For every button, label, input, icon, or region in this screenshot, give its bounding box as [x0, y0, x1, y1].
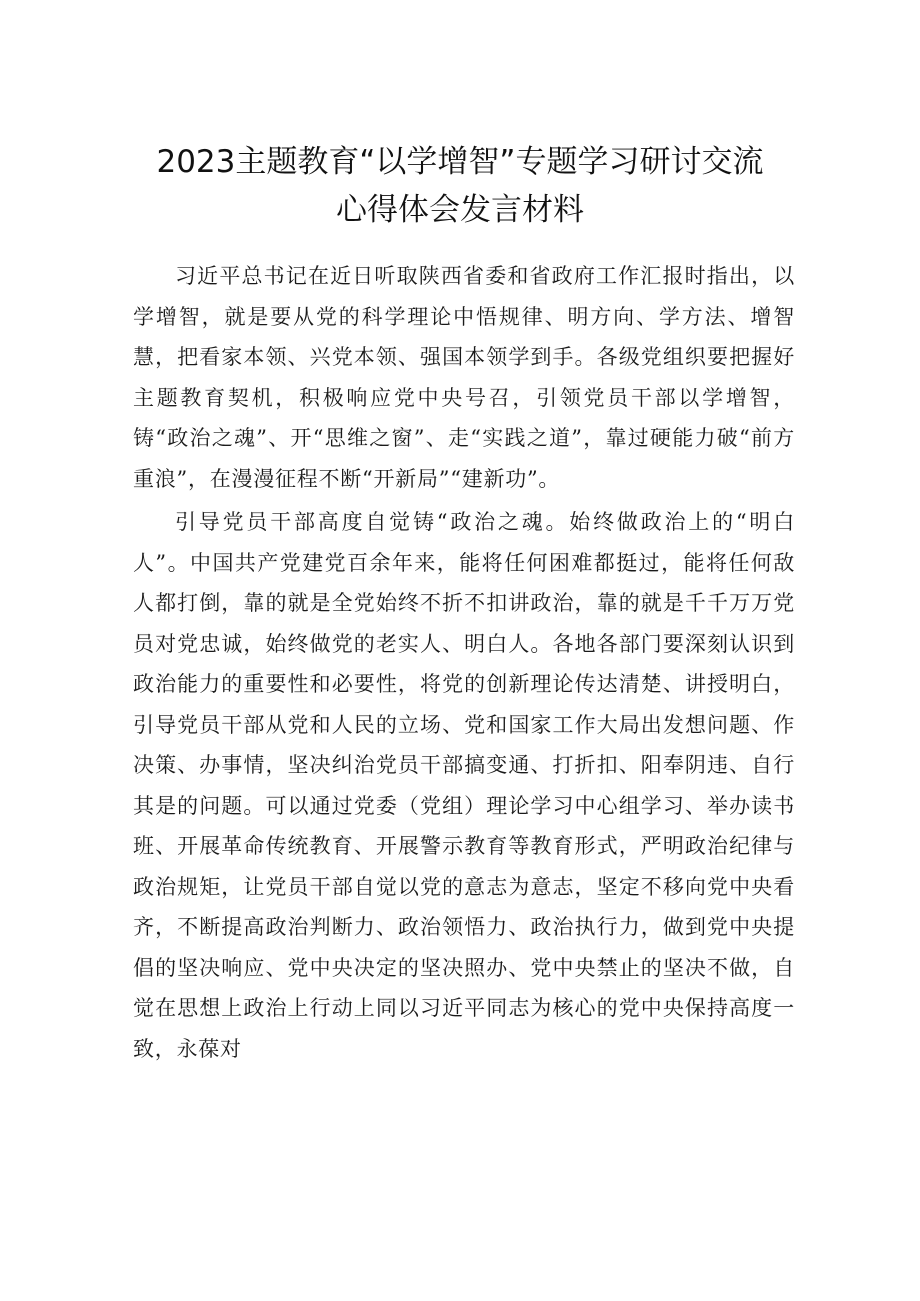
paragraph: 习近平总书记在近日听取陕西省委和省政府工作汇报时指出，以学增智，就是要从党的科学理论中悟规律、明方向、学方法、增智慧，把看家本领、兴党本领、强国本领学到手。各级党组织要把握好主题教育契机，积极响应党中央号召，引领党员干部以学增智，铸“政治之魂”、开“思维之窗”、走“实践之道”，靠过硬能力破“前方重浪”，在漫漫征程不断“开新局”“建新功”。 [133, 264, 795, 491]
document-title [100, 138, 820, 234]
title-line-1: 2023主题教育“以学增智”专题学习研讨交流 [156, 144, 764, 180]
document-body [133, 256, 795, 1069]
title-line-2: 心得体会发言材料 [336, 192, 584, 228]
paragraph: 引导党员干部高度自觉铸“政治之魂。始终做政治上的“明白人”。中国共产党建党百余年来，能将任何困难都挺过，能将任何敌人都打倒，靠的就是全党始终不折不扣讲政治，靠的就是千千万万党员对党忠诚，始终做党的老实人、明白人。各地各部门要深刻认识到政治能力的重要性和必要性，将党的创新理论传达清楚、讲授明白，引导党员干部从党和人民的立场、党和国家工作大局出发想问题、作决策、办事情，坚决纠治党员干部搞变通、打折扣、阳奉阴违、自行其是的问题。可以通过党委（党组）理论学习中心组学习、举办读书班、开展革命传统教育、开展警示教育等教育形式，严明政治纪律与政治规矩，让党员干部自觉以党的意志为意志，坚定不移向党中央看齐，不断提高政治判断力、政治领悟力、政治执行力，做到党中央提倡的坚决响应、党中央决定的坚决照办、党中央禁止的坚决不做，自觉在思想上政治上行动上同以习近平同志为核心的党中央保持高度一致，永葆对 [133, 510, 795, 1061]
